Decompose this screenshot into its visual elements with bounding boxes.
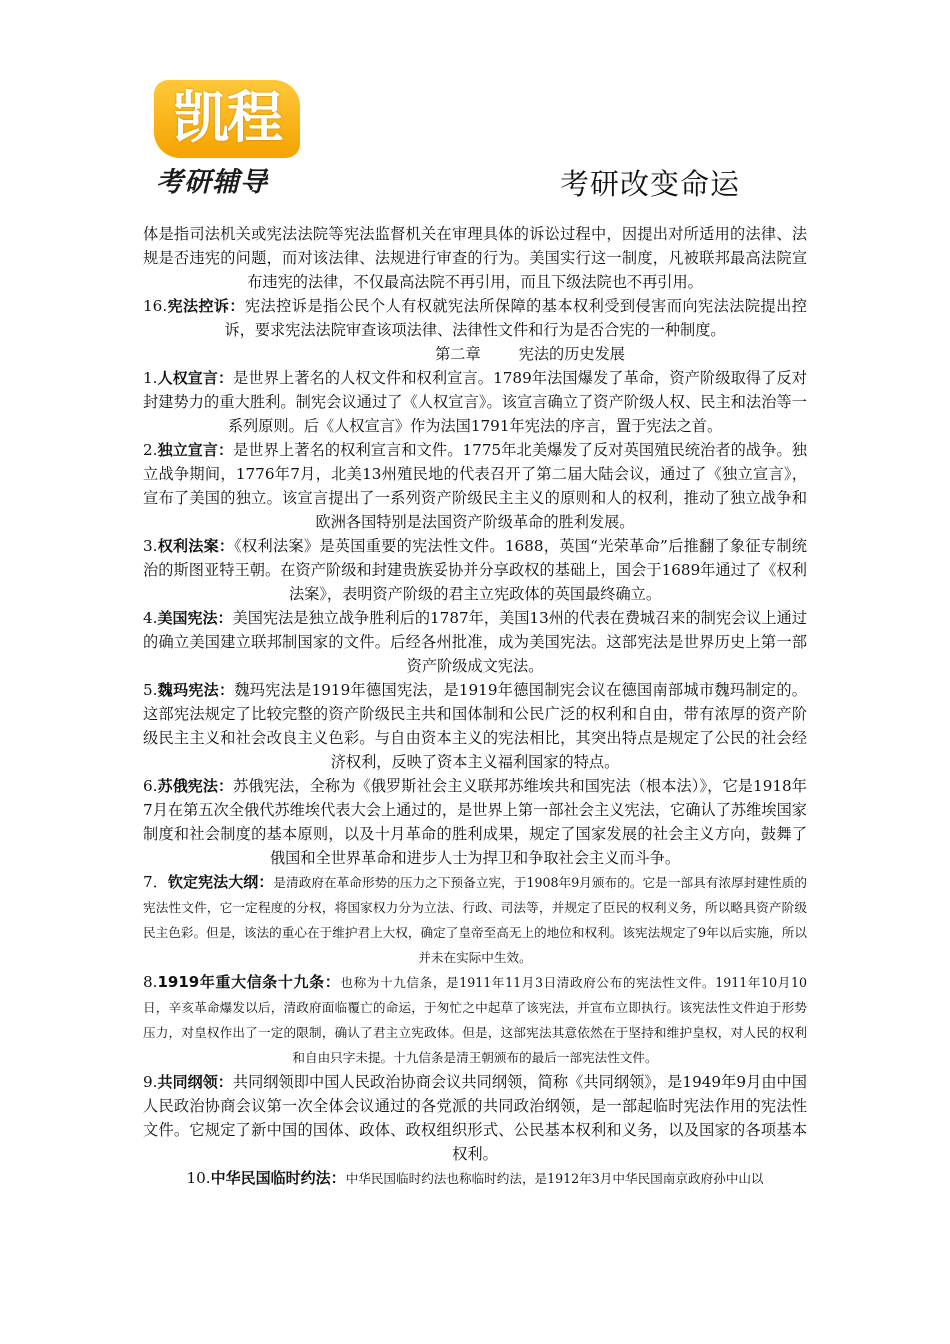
item-number: 3.: [143, 537, 158, 555]
item-number: 4.: [143, 609, 158, 627]
item-5-paragraph: [143, 678, 807, 774]
item-separator: ：: [258, 873, 274, 891]
item-term: 独立宣言: [157, 441, 219, 459]
item-number: 8.: [143, 973, 158, 991]
item-number: 7．: [143, 873, 168, 891]
item-7-paragraph: [143, 870, 807, 970]
header-slogan: 考研改变命运: [560, 167, 741, 201]
item-separator: ：: [324, 973, 341, 991]
item-separator: ：: [218, 537, 235, 555]
item-body: 是清政府在革命形势的压力之下预备立宪，于1908年9月颁布的。它是一部具有浓厚封建性质的宪法性文件，它一定程度的分权，将国家权力分为立法、行政、司法等，并规定了臣民的权利义务，所以略具资产阶级民主色彩。但是，该法的重心在于维护君上大权，确定了皇帝至高无上的地位和权利。该宪法规定了9年以后实施，所以并未在实际中生效。: [143, 875, 807, 965]
intro-paragraph: 体是指司法机关或宪法法院等宪法监督机关在审理具体的诉讼过程中，因提出对所适用的法律、法规是否违宪的问题，而对该法律、法规进行审查的行为。美国实行这一制度，凡被联邦最高法院宣布违宪的法律，不仅最高法院不再引用，而且下级法院也不再引用。: [143, 225, 807, 291]
item-term: 钦定宪法大纲: [167, 873, 259, 891]
chapter-title: 宪法的历史发展: [518, 345, 625, 363]
item-separator: ：: [218, 777, 234, 795]
item-separator: ：: [229, 297, 245, 315]
item-body: 《权利法案》是英国重要的宪法性文件。1688，英国“光荣革命”后推翻了象征专制统治的斯图亚特王朝。在资产阶级和封建贵族妥协并分享政权的基础上，国会于1689年通过了《权利法案》，表明资产阶级的君主立宪政体的英国最终确立。: [143, 537, 807, 603]
item-9-paragraph: [143, 1070, 807, 1166]
item-body: 苏俄宪法，全称为《俄罗斯社会主义联邦苏维埃共和国宪法（根本法）》，它是1918年7月在第五次全俄代苏维埃代表大会上通过的，是世界上第一部社会主义宪法，它确认了苏维埃国家制度和社会制度的基本原则，以及十月革命的胜利成果，规定了国家发展的社会主义方向，鼓舞了俄国和全世界革命和进步人士为捍卫和争取社会主义而斗争。: [143, 777, 807, 867]
item-number: 2.: [143, 441, 158, 459]
item-body: 也称为十九信条，是1911年11月3日清政府公布的宪法性文件。1911年10月10日，辛亥革命爆发以后，清政府面临覆亡的命运，于匆忙之中起草了该宪法，并宣布立即执行。该宪法性文件迫于形势压力，对皇权作出了一定的限制，确认了君主立宪政体。但是，这部宪法其意依然在于坚持和维护皇权，对人民的权利和自由只字未提。十九信条是清王朝颁布的最后一部宪法性文件。: [143, 975, 807, 1065]
item-separator: ：: [217, 609, 233, 627]
item-body: 是世界上著名的权利宣言和文件。1775年北美爆发了反对英国殖民统治者的战争。独立战争期间，1776年7月，北美13州殖民地的代表召开了第二届大陆会议，通过了《独立宣言》，宣布了美国的独立。该宣言提出了一系列资产阶级民主主义的原则和人的权利，推动了独立战争和欧洲各国特别是法国资产阶级革命的胜利发展。: [143, 441, 807, 531]
item-number: 1.: [143, 369, 158, 387]
item-number: 9.: [143, 1073, 158, 1091]
item-2-paragraph: [143, 438, 807, 534]
item-number: 10.: [186, 1169, 211, 1187]
item-number: 6.: [143, 777, 158, 795]
item-term: 共同纲领: [157, 1073, 218, 1091]
item-separator: ：: [330, 1169, 346, 1187]
item-term: 宪法控诉: [167, 297, 230, 315]
item-8-paragraph: [143, 970, 807, 1070]
item-1-paragraph: [143, 366, 807, 438]
item-separator: ：: [218, 681, 235, 699]
item-3-paragraph: [143, 534, 807, 606]
item-term: 中华民国临时约法: [210, 1169, 331, 1187]
logo-subtitle: 考研辅导: [156, 167, 268, 198]
item-4-paragraph: [143, 606, 807, 678]
item-separator: ：: [218, 441, 234, 459]
item-term: 美国宪法: [157, 609, 218, 627]
item-term: 权利法案: [157, 537, 219, 555]
item-body: 宪法控诉是指公民个人有权就宪法所保障的基本权利受到侵害而向宪法法院提出控诉，要求宪法法院审查该项法律、法律性文件和行为是否合宪的一种制度。: [224, 297, 807, 339]
item-separator: ：: [218, 369, 234, 387]
chapter-number: 第二章: [435, 345, 481, 363]
brand-logo: [150, 80, 300, 200]
chapter-heading: [143, 342, 807, 366]
item-body: 美国宪法是独立战争胜利后的1787年，美国13州的代表在费城召来的制宪会议上通过的确立美国建立联邦制国家的文件。后经各州批准，成为美国宪法。这部宪法是世界历史上第一部资产阶级成文宪法。: [143, 609, 807, 675]
item-6-paragraph: [143, 774, 807, 870]
item-body: 中华民国临时约法也称临时约法，是1912年3月中华民国南京政府孙中山以: [345, 1171, 764, 1186]
item-number: 16.: [143, 297, 168, 315]
item-10-paragraph: [143, 1166, 807, 1191]
item-body: 是世界上著名的人权文件和权利宣言。1789年法国爆发了革命，资产阶级取得了反对封建势力的重大胜利。制宪会议通过了《人权宣言》。该宣言确立了资产阶级人权、民主和法治等一系列原则。后《人权宣言》作为法国1791年宪法的序言，置于宪法之首。: [143, 369, 807, 435]
item-term: 1919年重大信条十九条: [157, 973, 325, 991]
item-term: 苏俄宪法: [157, 777, 219, 795]
item-term: 人权宣言: [157, 369, 219, 387]
document-body: [143, 222, 807, 1191]
item-term: 魏玛宪法: [157, 681, 219, 699]
item-body: 魏玛宪法是1919年德国宪法，是1919年德国制宪会议在德国南部城市魏玛制定的。这部宪法规定了比较完整的资产阶级民主共和国体制和公民广泛的权利和自由，带有浓厚的资产阶级民主主义和社会改良主义色彩。与自由资本主义的宪法相比，其突出特点是规定了公民的社会经济权利，反映了资本主义福利国家的特点。: [143, 681, 807, 771]
item-number: 5.: [143, 681, 158, 699]
item-16-paragraph: [143, 294, 807, 342]
logo-mark: 凯程: [154, 80, 300, 158]
item-body: 共同纲领即中国人民政治协商会议共同纲领，简称《共同纲领》，是1949年9月由中国人民政治协商会议第一次全体会议通过的各党派的共同政治纲领，是一部起临时宪法作用的宪法性文件。它规定了新中国的国体、政体、政权组织形式、公民基本权利和义务，以及国家的各项基本权利。: [143, 1073, 807, 1163]
item-separator: ：: [217, 1073, 233, 1091]
